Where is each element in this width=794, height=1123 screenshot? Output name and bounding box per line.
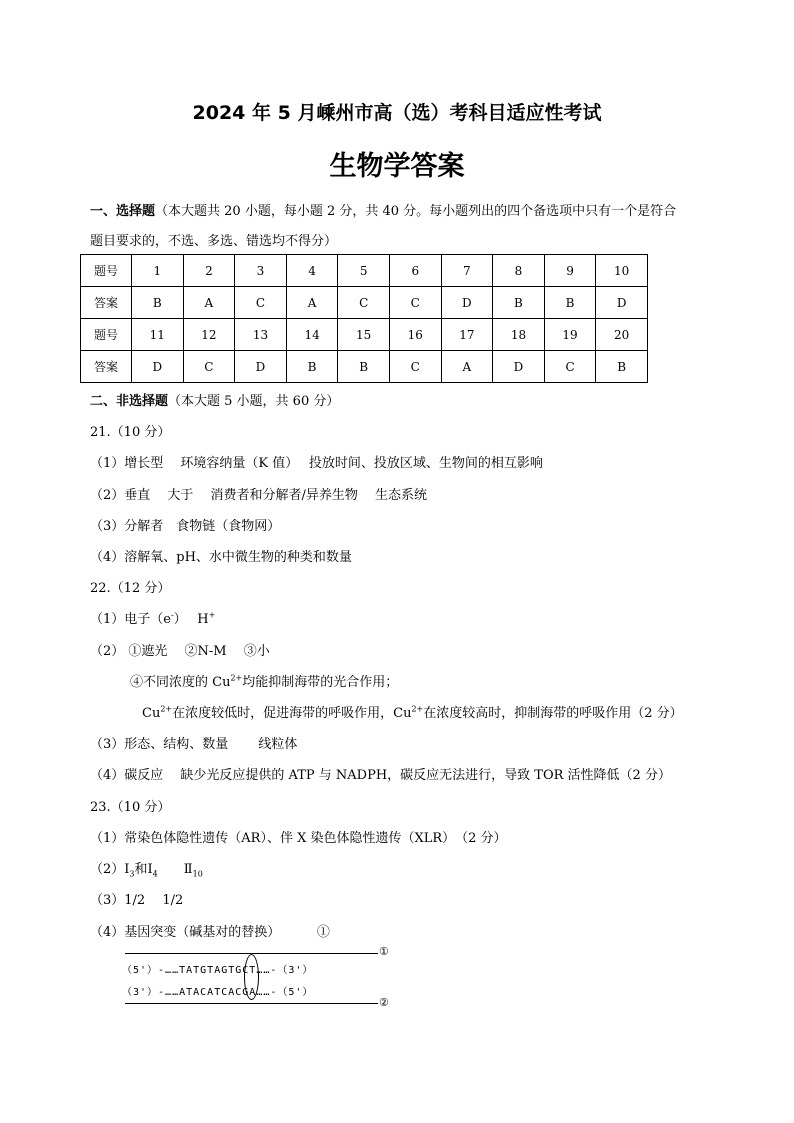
answer-cell: D: [493, 351, 545, 383]
answer-cell: D: [132, 351, 184, 383]
question-number: 6: [389, 255, 441, 287]
q22-l3-sup: 2+: [230, 673, 243, 683]
page-title: 2024 年 5 月嵊州市高（选）考科目适应性考试: [192, 102, 602, 124]
q21-title: 21.（10 分）: [90, 425, 171, 440]
section1-desc-line1: （本大题共 20 小题，每小题 2 分，共 40 分。每小题列出的四个备选项中只有一个是符合: [155, 204, 677, 219]
question-number: 13: [235, 319, 287, 351]
q22-l4-sup2: 2+: [411, 704, 424, 714]
question-number: 3: [235, 255, 287, 287]
table-row: [81, 351, 648, 383]
q22-l4-mid: 在浓度较低时，促进海带的呼吸作用，Cu: [172, 706, 412, 721]
answer-cell: B: [544, 287, 596, 319]
q21-line4: （4）溶解氧、pH、水中微生物的种类和数量: [90, 550, 352, 565]
answer-cell: C: [235, 287, 287, 319]
q21-line3: （3）分解者 食物链（食物网）: [90, 519, 281, 534]
question-number: 5: [338, 255, 390, 287]
answer-cell: C: [338, 287, 390, 319]
q22-l1-pre: （1）电子（e: [90, 612, 171, 627]
answer-cell: B: [286, 351, 338, 383]
table-row: [81, 319, 648, 351]
question-number: 11: [132, 319, 184, 351]
question-number: 2: [183, 255, 235, 287]
question-number: 12: [183, 319, 235, 351]
section1-intro: [90, 200, 676, 219]
question-number: 16: [389, 319, 441, 351]
answer-cell: D: [596, 287, 648, 319]
section1-heading: 一、选择题: [90, 204, 156, 219]
answer-cell: C: [183, 351, 235, 383]
answer-cell: B: [132, 287, 184, 319]
q22-line2: （2） ①遮光 ②N-M ③小: [90, 644, 270, 659]
question-number: 14: [286, 319, 338, 351]
dna-strand-2: （3'）-……ATACATCACGA……-（5'）: [122, 987, 314, 998]
question-number: 18: [493, 319, 545, 351]
section2-heading: 二、非选择题: [90, 394, 169, 409]
question-number: 4: [286, 255, 338, 287]
q23-l2-and: 和: [134, 862, 148, 877]
question-number: 19: [544, 319, 596, 351]
answer-cell: A: [286, 287, 338, 319]
answer-table: [80, 254, 648, 383]
q23-line4: （4）基因突变（碱基对的替换） ①: [90, 925, 330, 940]
question-number: 20: [596, 319, 648, 351]
question-number: 9: [544, 255, 596, 287]
q22-line6: （4）碳反应 缺少光反应提供的 ATP 与 NADPH，碳反应无法进行，导致 TOR 活性降低（2 分）: [90, 768, 671, 783]
row-label: 答案: [81, 287, 132, 319]
answer-cell: C: [389, 287, 441, 319]
q22-l4-post: 在浓度较高时，抑制海带的呼吸作用（2 分）: [423, 706, 683, 721]
table-row: [81, 287, 648, 319]
page-subtitle: 生物学答案: [329, 151, 465, 182]
q23-l2-b: Ⅰ: [147, 862, 153, 877]
answer-cell: B: [493, 287, 545, 319]
q22-title: 22.（12 分）: [90, 581, 171, 596]
answer-cell: C: [389, 351, 441, 383]
q22-l1-sup2: +: [208, 610, 216, 620]
q22-l1-sup: -: [170, 610, 174, 620]
q22-l3-post: 均能抑制海带的光合作用；: [242, 675, 399, 690]
question-number: 7: [441, 255, 493, 287]
answer-cell: B: [596, 351, 648, 383]
dna-strand-1: （5'）-……TATGTAGTGCT……-（3'）: [122, 965, 314, 976]
question-number: 8: [493, 255, 545, 287]
q23-l2-a: Ⅰ: [124, 862, 130, 877]
q23-line3: （3）1/2 1/2: [90, 893, 184, 908]
row-label: 题号: [81, 255, 132, 287]
section2-desc: （本大题 5 小题，共 60 分）: [168, 394, 340, 409]
q23-line1: （1）常染色体隐性遗传（AR）、伴 X 染色体隐性遗传（XLR） （2 分）: [90, 831, 507, 846]
q22-l4-pre: Cu: [142, 706, 161, 721]
q22-l1-mid: ） H: [173, 612, 209, 627]
q23-line2: [90, 858, 203, 879]
mutation-circle: [244, 954, 259, 1000]
q22-line4: [142, 702, 683, 721]
q22-line5: （3）形态、结构、数量 线粒体: [90, 737, 298, 752]
q23-title: 23.（10 分）: [90, 800, 171, 815]
table-row: [81, 255, 648, 287]
question-number: 1: [132, 255, 184, 287]
q21-line2: （2）垂直 大于 消费者和分解者/异养生物 生态系统: [90, 488, 428, 503]
answer-cell: A: [441, 351, 493, 383]
q22-l3-pre: ④不同浓度的 Cu: [130, 675, 231, 690]
strand-marker-2: ②: [379, 996, 389, 1009]
q23-l2-c-sub: 10: [192, 869, 203, 879]
q23-l2-pre: （2）: [90, 862, 125, 877]
answer-cell: C: [544, 351, 596, 383]
q22-l4-sup: 2+: [160, 704, 173, 714]
q22-line3: [130, 671, 398, 690]
strand-line-bottom: [125, 1003, 378, 1004]
section2-intro: [90, 390, 339, 409]
strand-marker-1: ①: [379, 945, 389, 958]
row-label: 答案: [81, 351, 132, 383]
answer-cell: B: [338, 351, 390, 383]
q23-l2-c: Ⅱ: [183, 862, 193, 877]
q23-l2-a-sub: 3: [129, 869, 135, 879]
answer-cell: D: [235, 351, 287, 383]
q22-line1: [90, 608, 215, 627]
question-number: 17: [441, 319, 493, 351]
question-number: 15: [338, 319, 390, 351]
q21-line1: （1）增长型 环境容纳量（K 值） 投放时间、投放区域、生物间的相互影响: [90, 456, 543, 471]
question-number: 10: [596, 255, 648, 287]
answer-cell: D: [441, 287, 493, 319]
section1-desc-line2: 题目要求的，不选、多选、错选均不得分）: [90, 234, 338, 249]
q23-l2-b-sub: 4: [152, 869, 158, 879]
row-label: 题号: [81, 319, 132, 351]
answer-cell: A: [183, 287, 235, 319]
